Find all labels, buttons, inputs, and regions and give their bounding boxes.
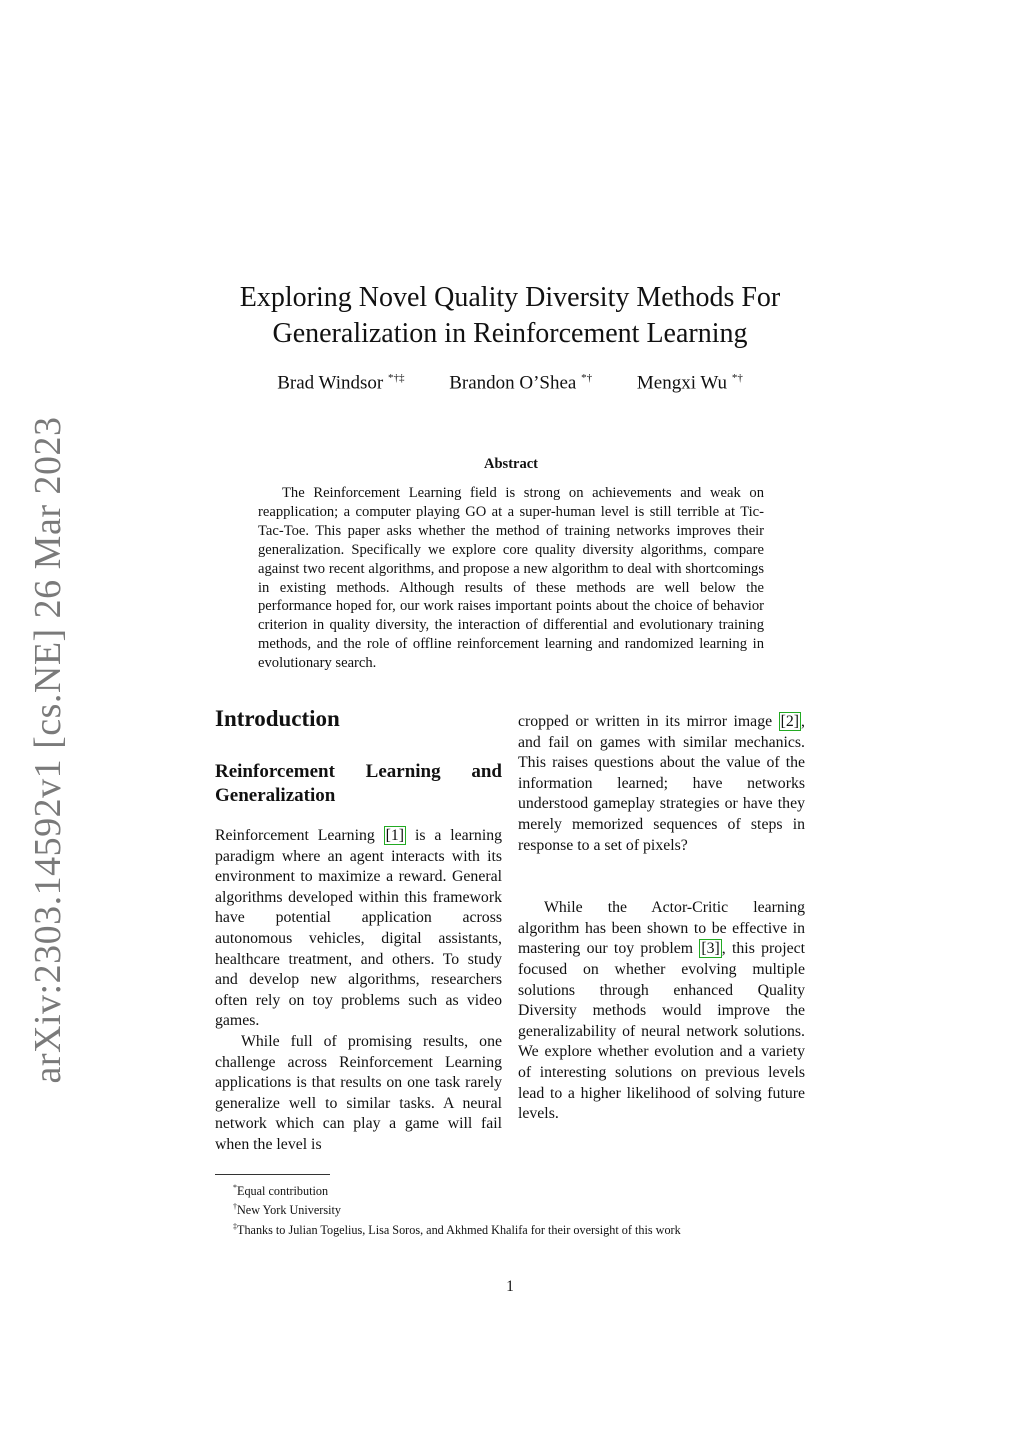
footnote	[215, 1219, 807, 1238]
footnote-text: Equal contribution	[237, 1184, 329, 1199]
title-line-1: Exploring Novel Quality Diversity Methods For	[239, 282, 781, 313]
paper-title	[180, 280, 840, 352]
footnotes	[215, 1180, 807, 1238]
paragraph-text: is a learning paradigm where an agent interacts with its environment to maximize a reward. General algorithms developed within this framework have potential application across autonomous vehicles, digital assistants, healthcare treatment, and others. To study and develop new algorithms, researchers often rely on toy problems such as video games.	[215, 827, 502, 1030]
paragraph	[518, 898, 805, 1125]
footnote-mark: ‡	[233, 1221, 237, 1231]
author	[637, 372, 743, 394]
author	[277, 372, 404, 394]
author-affiliation-marks: *†	[581, 372, 593, 384]
footnote-text: Thanks to Julian Togelius, Lisa Soros, and Akhmed Khalifa for their oversight of this work	[237, 1222, 681, 1237]
section-heading: Introduction	[215, 706, 340, 731]
subsection-heading: Reinforcement Learning and Generalization	[215, 761, 502, 806]
footnote-mark: †	[233, 1202, 237, 1212]
footnote-rule	[215, 1174, 330, 1175]
author-affiliation-marks: *†‡	[387, 372, 405, 384]
left-column	[215, 704, 502, 1156]
citation-link[interactable]: [2]	[780, 713, 800, 730]
citation-link[interactable]: [1]	[385, 827, 405, 844]
paragraph-text: cropped or written in its mirror image	[518, 713, 779, 730]
arxiv-identifier: arXiv:2303.14592v1 [cs.NE] 26 Mar 2023	[27, 416, 69, 1084]
author-affiliation-marks: *†	[731, 372, 743, 384]
citation-link[interactable]: [3]	[701, 940, 720, 958]
paragraph-text: , and fail on games with similar mechanics. This raises questions about the value of the information learned; have networks understood gameplay strategies or have they merely memorized sequences of steps in response to a set of pixels?	[518, 713, 805, 854]
paragraph-text: Reinforcement Learning	[215, 827, 384, 844]
footnote-text: New York University	[237, 1203, 341, 1218]
abstract-heading: Abstract	[484, 456, 538, 472]
paragraph: While full of promising results, one challenge across Reinforcement Learning applications is that results on one task rarely generalize well to similar tasks. A neural network which can play a game will fail when the level is	[215, 1032, 502, 1153]
right-column	[518, 712, 805, 1125]
title-line-2: Generalization in Reinforcement Learning	[272, 318, 748, 349]
abstract-text: The Reinforcement Learning field is strong on achievements and weak on reapplication; a computer playing GO at a super-human level is still terrible at Tic-Tac-Toe. This paper asks whether the method of training networks improves their generalization. Specifically we explore core quality diversity algorithms, compare against two recent algorithms, and propose a new algorithm to deal with shortcomings in existing methods. Although results of these methods are well below the performance hoped for, our work raises important points about the choice of behavior criterion in quality diversity, the interaction of differential and evolutionary training methods, and the role of offline reinforcement learning and randomized learning in evolutionary search.	[258, 485, 764, 672]
paragraph-text: While the Actor-Critic learning algorithm has been shown to be effective in mastering our toy problem	[518, 899, 805, 958]
page-number: 1	[506, 1278, 514, 1295]
paragraph-text: , this project focused on whether evolving multiple solutions through enhanced Quality Diversity methods would improve the generalizability of neural network solutions. We explore whether evolution and a variety of interesting solutions on previous levels lead to a higher likelihood of solving future levels.	[518, 940, 805, 1123]
paragraph	[215, 826, 502, 1032]
footnote-mark: *	[233, 1183, 237, 1192]
footnote	[215, 1199, 807, 1218]
author-name: Brandon O’Shea	[449, 372, 577, 394]
paragraph-continuation	[518, 712, 805, 856]
author-name: Mengxi Wu	[636, 372, 728, 394]
author	[449, 372, 592, 394]
author-name: Brad Windsor	[277, 372, 384, 394]
footnote	[215, 1180, 807, 1199]
author-list	[200, 372, 820, 394]
